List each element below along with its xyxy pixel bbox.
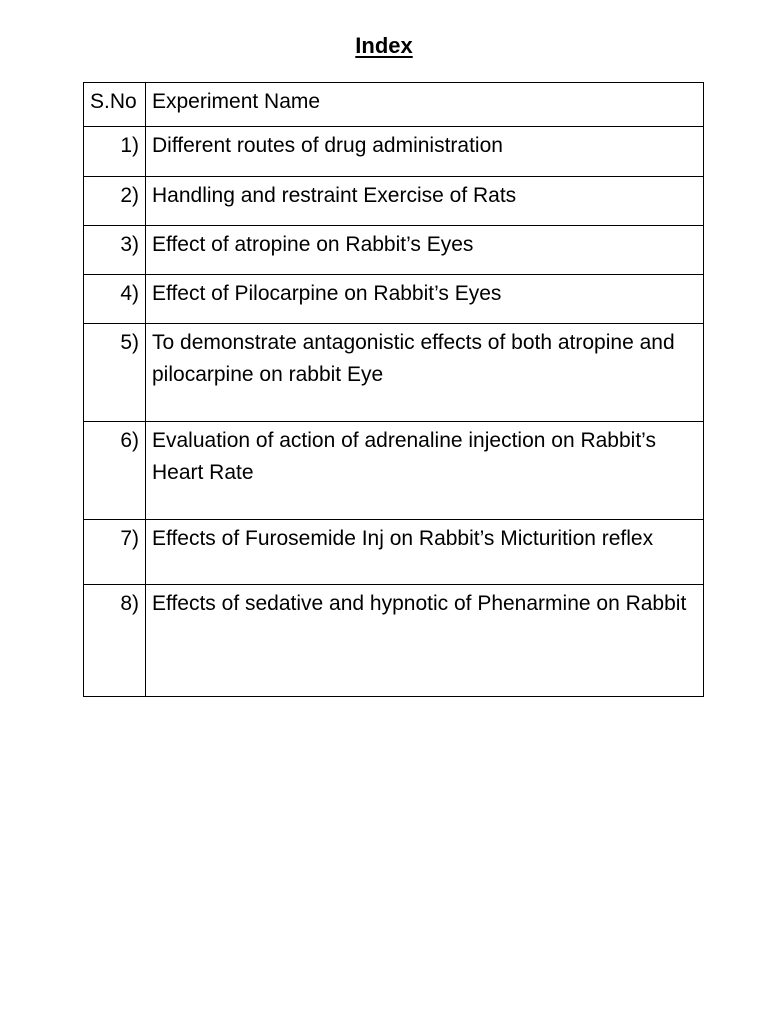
table-row xyxy=(84,275,704,324)
column-header-sno: S.No xyxy=(84,83,146,127)
experiment-name: Effects of sedative and hypnotic of Phenarmine on Rabbit xyxy=(146,585,704,697)
index-table xyxy=(83,82,704,697)
row-number: 3) xyxy=(84,226,146,275)
experiment-name: Handling and restraint Exercise of Rats xyxy=(146,177,704,226)
experiment-name: Different routes of drug administration xyxy=(146,127,704,177)
row-number: 1) xyxy=(84,127,146,177)
table-row xyxy=(84,127,704,177)
experiment-name: Effects of Furosemide Inj on Rabbit’s Micturition reflex xyxy=(146,520,704,585)
row-number: 2) xyxy=(84,177,146,226)
experiment-name: To demonstrate antagonistic effects of both atropine and pilocarpine on rabbit Eye xyxy=(146,324,704,422)
table-row xyxy=(84,324,704,422)
experiment-name: Effect of Pilocarpine on Rabbit’s Eyes xyxy=(146,275,704,324)
row-number: 7) xyxy=(84,520,146,585)
row-number: 8) xyxy=(84,585,146,697)
experiment-name: Evaluation of action of adrenaline injection on Rabbit’s Heart Rate xyxy=(146,422,704,520)
table-header-row xyxy=(84,83,704,127)
page-title: Index xyxy=(355,33,413,58)
row-number: 5) xyxy=(84,324,146,422)
table-row xyxy=(84,585,704,697)
row-number: 6) xyxy=(84,422,146,520)
table-row xyxy=(84,520,704,585)
experiment-name: Effect of atropine on Rabbit’s Eyes xyxy=(146,226,704,275)
table-row xyxy=(84,177,704,226)
row-number: 4) xyxy=(84,275,146,324)
column-header-experiment-name: Experiment Name xyxy=(146,83,704,127)
table-row xyxy=(84,422,704,520)
table-row xyxy=(84,226,704,275)
